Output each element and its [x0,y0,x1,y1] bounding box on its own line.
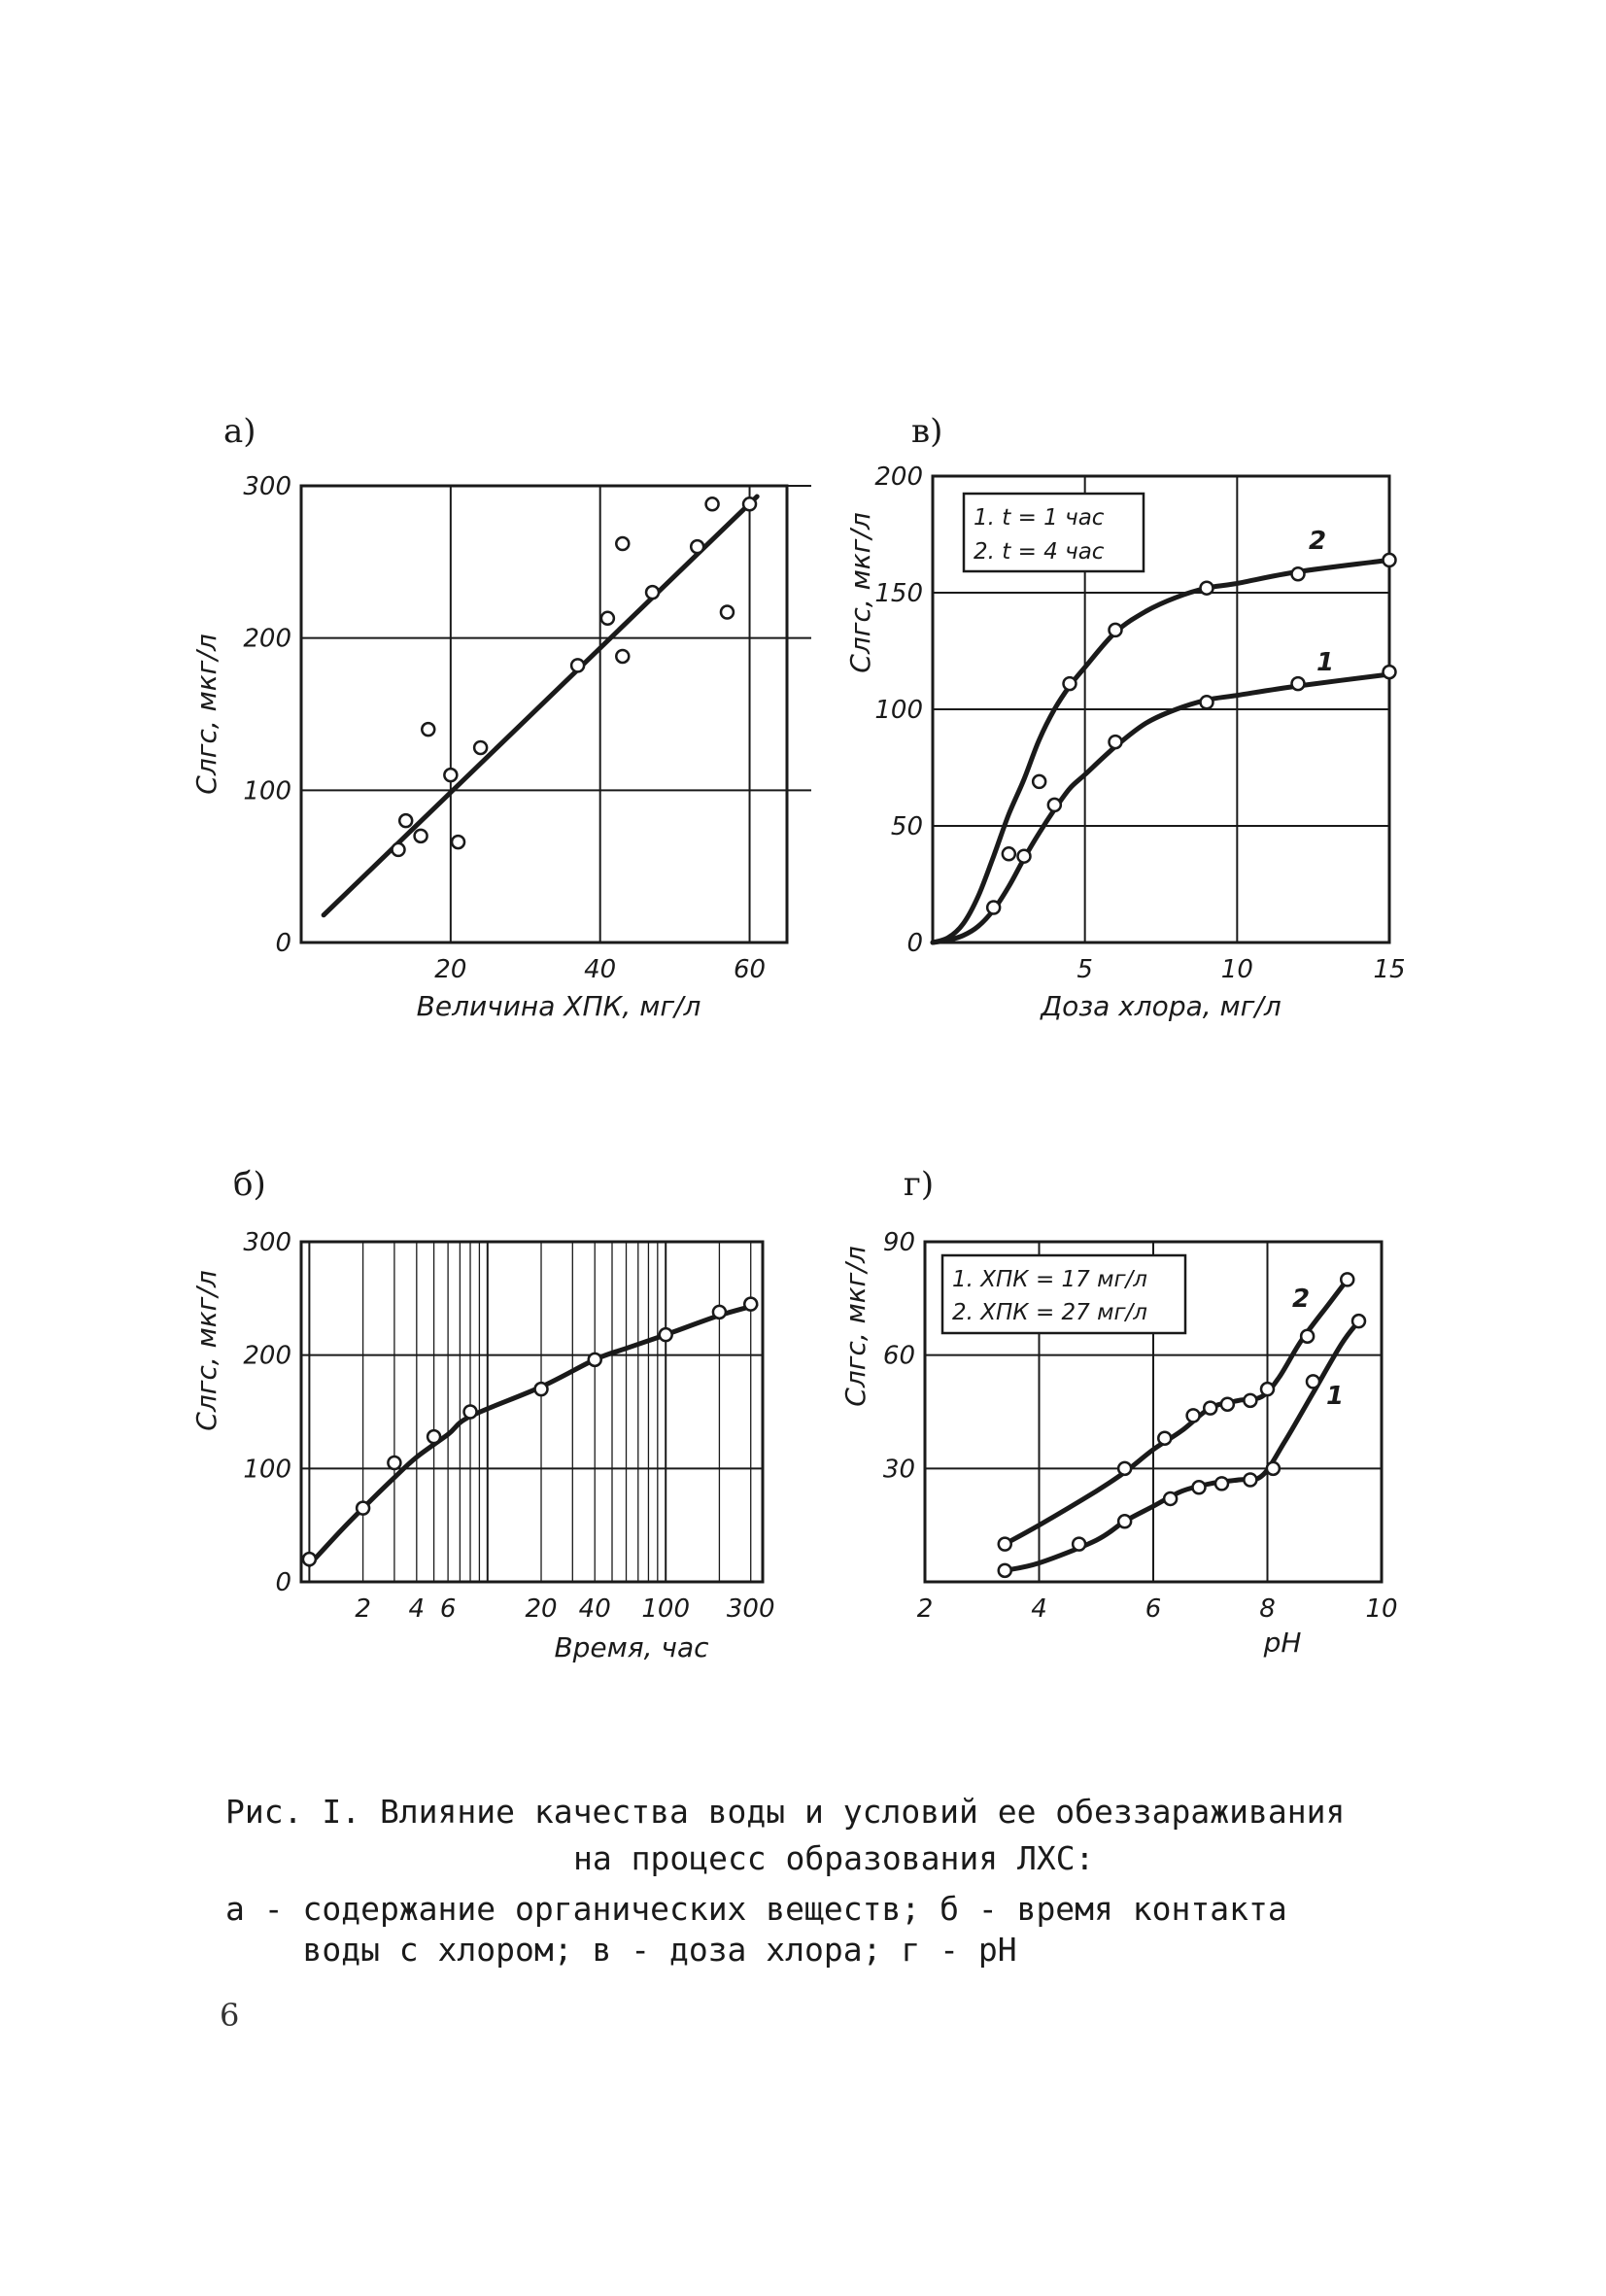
data-point [616,650,629,663]
y-tick-label: 200 [874,463,923,492]
x-tick-label: 10 [1220,955,1253,984]
data-point [422,723,434,736]
data-point [303,1553,316,1565]
x-tick-label: 6 [1145,1594,1162,1624]
series-line-1 [1005,1321,1358,1571]
data-point [1215,1477,1228,1490]
data-point [1244,1394,1256,1407]
figure-caption-line4: воды с хлором; в - доза хлора; г - pH [225,1931,1017,1969]
data-point [1384,554,1396,566]
y-tick-label: 200 [243,1341,291,1371]
data-point [1073,1538,1085,1551]
x-tick-label: 2 [916,1594,934,1624]
chart-b-frame [301,1242,763,1582]
data-point [427,1430,440,1443]
y-tick-label: 0 [906,929,923,958]
x-tick-label: 15 [1373,955,1406,984]
chart-v-legend [964,494,1144,571]
data-point [646,586,659,599]
data-point [1244,1474,1256,1487]
data-point [1064,677,1076,690]
data-point [1187,1409,1200,1422]
data-point [706,497,719,510]
data-point [999,1564,1011,1577]
data-point [1033,775,1045,788]
data-point [444,769,457,781]
data-point [1384,666,1396,678]
chart-b [175,1156,816,1691]
data-point [535,1383,548,1395]
legend-g-2: 2. ХПК = 27 мг/л [952,1300,1147,1325]
data-point [452,836,464,848]
y-tick-label: 100 [243,1455,291,1485]
legend-v-1: 1. t = 1 час [974,505,1105,531]
x-tick-label: 60 [733,955,767,984]
chart-a [175,408,826,1040]
chart-b-xlabel: Время, час [554,1631,709,1663]
data-point [1352,1315,1365,1327]
chart-a-frame [301,486,787,942]
data-point [1267,1462,1280,1475]
y-tick-label: 50 [890,812,923,841]
x-tick-label: 20 [434,955,467,984]
figure-caption-line3: а - содержание органических веществ; б - время контакта [225,1890,1287,1928]
x-tick-label: 4 [1031,1594,1047,1624]
data-point [415,830,427,842]
fit-line [324,497,757,915]
chart-v-ylabel: Cлгс, мкг/л [844,512,876,673]
series-label-v-1: 1 [1316,648,1335,677]
data-point [388,1456,400,1469]
data-point [1341,1273,1353,1285]
chart-g-ylabel: Cлгс, мкг/л [839,1246,871,1407]
chart-g-legend [942,1255,1185,1333]
data-point [393,843,405,856]
y-tick-label: 200 [243,624,291,654]
panel-label-g: г) [904,1165,935,1204]
data-point [721,606,734,619]
legend-v-2: 2. t = 4 час [974,539,1105,565]
data-point [1292,677,1305,690]
x-tick-label: 20 [525,1594,558,1624]
chart-b-ylabel: Cлгс, мкг/л [190,1270,222,1431]
series-line-1 [933,674,1389,942]
chart-a-xlabel: Величина ХПК, мг/л [416,990,701,1022]
series-label-g-2: 2 [1292,1285,1311,1314]
data-point [1110,736,1122,748]
y-tick-label: 300 [243,1228,291,1257]
legend-g-1: 1. ХПК = 17 мг/л [952,1267,1147,1292]
data-point [744,1298,757,1311]
data-point [1201,582,1213,595]
y-tick-label: 0 [275,1568,291,1597]
data-point [1164,1492,1177,1505]
y-tick-label: 300 [243,472,291,501]
y-tick-label: 30 [882,1455,915,1485]
data-point [999,1538,1011,1551]
data-point [1301,1330,1314,1343]
data-point [1118,1515,1131,1527]
data-point [1048,799,1061,811]
series-line-2 [933,560,1389,942]
data-point [691,540,703,553]
data-point [1307,1375,1319,1388]
data-point [1204,1402,1216,1415]
data-point [743,497,756,510]
chart-g-xlabel: pH [1263,1627,1302,1659]
figure-caption-line2: на процесс образования ЛХС: [573,1839,1095,1877]
data-point [1003,847,1015,860]
y-tick-label: 100 [243,776,291,806]
data-point [474,741,487,754]
x-tick-label: 6 [439,1594,457,1624]
x-tick-label: 4 [408,1594,426,1624]
x-tick-label: 40 [584,955,617,984]
series-label-v-2: 2 [1309,527,1327,556]
y-tick-label: 150 [874,579,923,608]
panel-label-v: в) [911,412,943,451]
data-point [1118,1462,1131,1475]
chart-g [836,1156,1418,1691]
data-point [616,537,629,550]
x-tick-label: 5 [1076,955,1093,984]
data-point [1201,696,1213,708]
panel-label-a: а) [223,412,256,451]
chart-a-grid [301,486,811,942]
x-tick-label: 40 [578,1594,611,1624]
panel-label-b: б) [233,1165,266,1204]
data-point [713,1306,726,1319]
y-tick-label: 60 [882,1341,915,1371]
chart-v-xlabel: Доза хлора, мг/л [1041,990,1281,1022]
data-point [589,1354,601,1366]
data-point [399,814,412,827]
page-number: 6 [220,1997,240,2034]
data-point [1261,1383,1274,1395]
data-point [464,1406,477,1419]
series-line-1 [309,1305,756,1564]
x-tick-label: 100 [641,1594,691,1624]
x-tick-label: 2 [355,1594,371,1624]
data-point [601,612,614,625]
y-tick-label: 0 [275,929,291,958]
data-point [357,1502,369,1515]
x-tick-label: 300 [726,1594,775,1624]
y-tick-label: 90 [882,1228,915,1257]
data-point [1158,1432,1171,1445]
y-tick-label: 100 [874,696,923,725]
data-point [1193,1481,1206,1493]
data-point [987,902,1000,914]
x-tick-label: 8 [1259,1594,1276,1624]
data-point [1018,850,1031,863]
data-point [1221,1398,1234,1411]
x-tick-label: 10 [1365,1594,1398,1624]
figure-caption-line1: Рис. I. Влияние качества воды и условий ее обеззараживания [225,1793,1346,1831]
series-label-g-1: 1 [1326,1382,1345,1411]
data-point [571,659,584,671]
data-point [660,1328,672,1341]
chart-v [836,408,1418,1040]
data-point [1110,624,1122,636]
data-point [1292,567,1305,580]
chart-a-ylabel: Cлгс, мкг/л [190,634,222,795]
